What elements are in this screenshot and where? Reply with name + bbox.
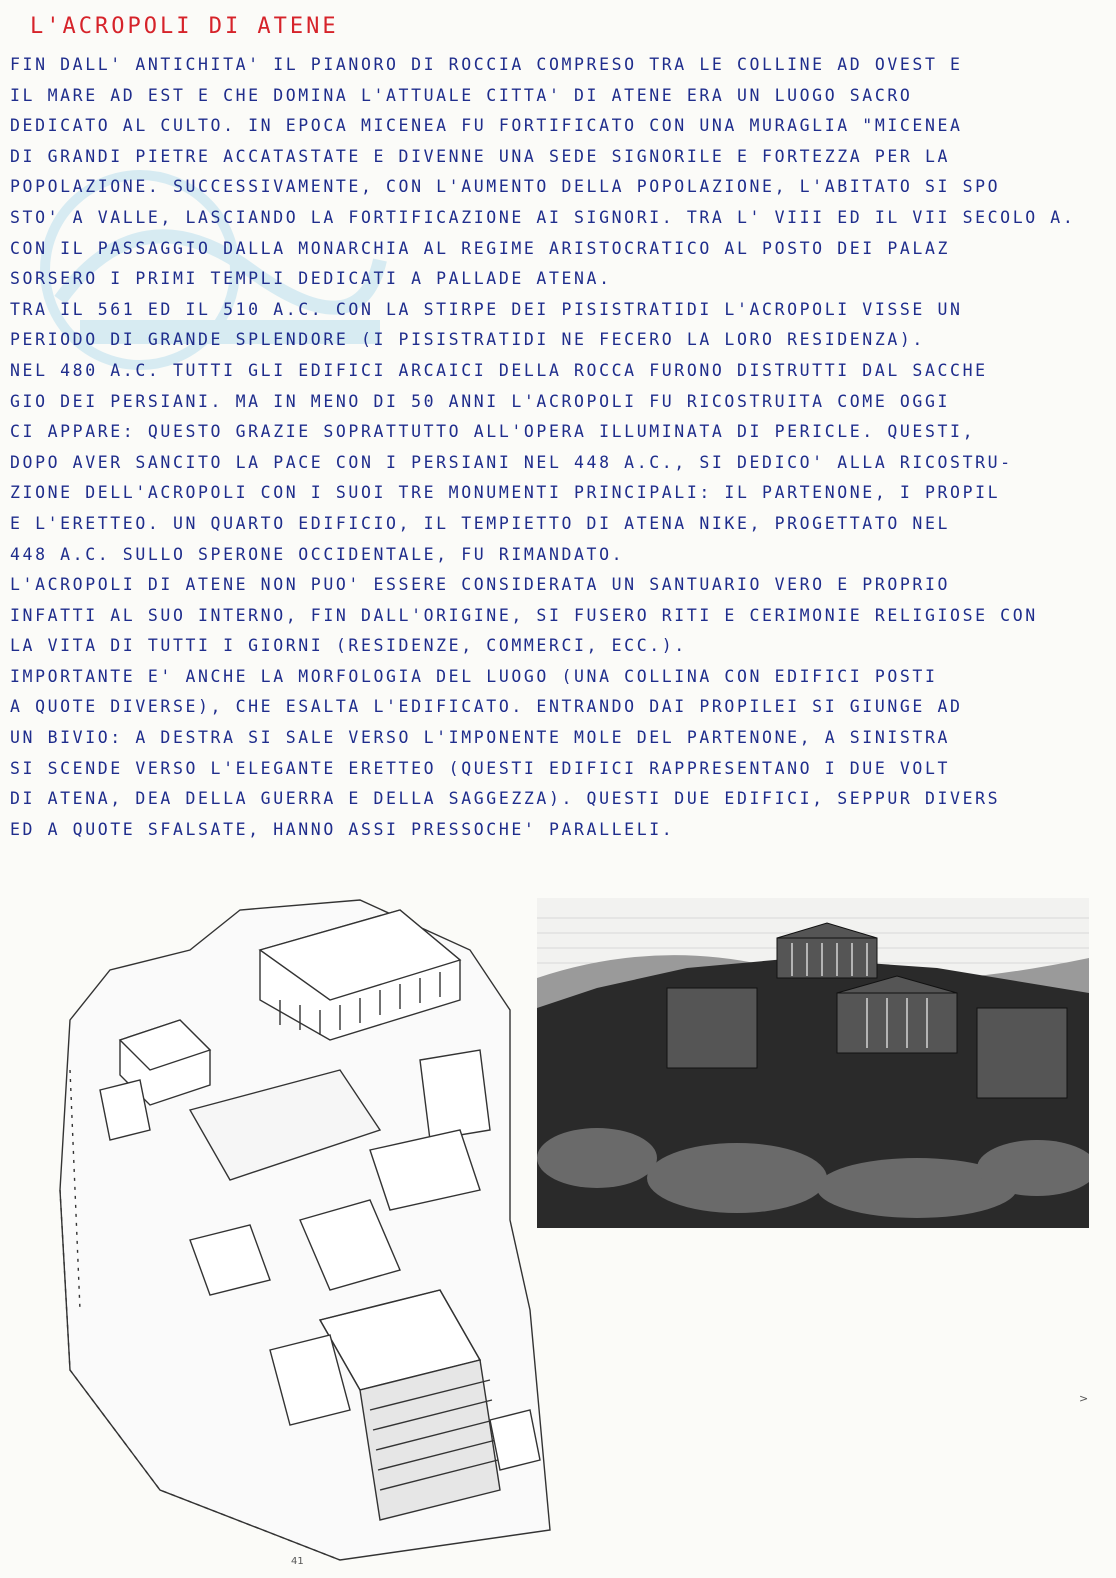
text-line: A QUOTE DIVERSE), CHE ESALTA L'EDIFICATO. ENTRANDO DAI PROPILEI SI GIUNGE AD (10, 697, 963, 717)
text-line: PERIODO DI GRANDE SPLENDORE (I PISISTRATIDI NE FECERO LA LORO RESIDENZA). (10, 330, 925, 350)
text-line: L'ACROPOLI DI ATENE NON PUO' ESSERE CONSIDERATA UN SANTUARIO VERO E PROPRIO (10, 575, 951, 595)
text-line: CI APPARE: QUESTO GRAZIE SOPRATTUTTO ALL'OPERA ILLUMINATA DI PERICLE. QUESTI, (10, 422, 976, 442)
text-line: IMPORTANTE E' ANCHE LA MORFOLOGIA DEL LUOGO (UNA COLLINA CON EDIFICI POSTI (10, 666, 938, 686)
text-line: POPOLAZIONE. SUCCESSIVAMENTE, CON L'AUMENTO DELLA POPOLAZIONE, L'ABITATO SI SPO (10, 177, 1001, 197)
text-line: TRA IL 561 ED IL 510 A.C. CON LA STIRPE DEI PISISTRATIDI L'ACROPOLI VISSE UN (10, 299, 963, 319)
text-line: ED A QUOTE SFALSATE, HANNO ASSI PRESSOCHE' PARALLELI. (10, 819, 675, 839)
acropolis-plan-drawing (40, 890, 560, 1570)
body-text (10, 50, 1106, 845)
page-title: L'ACROPOLI DI ATENE (30, 14, 339, 39)
text-line: SORSERO I PRIMI TEMPLI DEDICATI A PALLADE ATENA. (10, 269, 612, 289)
text-line: DOPO AVER SANCITO LA PACE CON I PERSIANI NEL 448 A.C., SI DEDICO' ALLA RICOSTRU- (10, 452, 1013, 472)
text-line: SI SCENDE VERSO L'ELEGANTE ERETTEO (QUESTI EDIFICI RAPPRESENTANO I DUE VOLT (10, 758, 951, 778)
page-mark: > (1079, 1392, 1089, 1405)
text-line: E L'ERETTEO. UN QUARTO EDIFICIO, IL TEMPIETTO DI ATENA NIKE, PROGETTATO NEL (10, 513, 951, 533)
text-line: LA VITA DI TUTTI I GIORNI (RESIDENZE, COMMERCI, ECC.). (10, 636, 687, 656)
text-line: INFATTI AL SUO INTERNO, FIN DALL'ORIGINE, SI FUSERO RITI E CERIMONIE RELIGIOSE CON (10, 605, 1038, 625)
text-line: IL MARE AD EST E CHE DOMINA L'ATTUALE CITTA' DI ATENE ERA UN LUOGO SACRO (10, 85, 913, 105)
text-line: UN BIVIO: A DESTRA SI SALE VERSO L'IMPONENTE MOLE DEL PARTENONE, A SINISTRA (10, 728, 951, 748)
text-line: ZIONE DELL'ACROPOLI CON I SUOI TRE MONUMENTI PRINCIPALI: IL PARTENONE, I PROPIL (10, 483, 1001, 503)
text-line: DI ATENA, DEA DELLA GUERRA E DELLA SAGGEZZA). QUESTI DUE EDIFICI, SEPPUR DIVERS (10, 789, 1001, 809)
text-line: 448 A.C. SULLO SPERONE OCCIDENTALE, FU RIMANDATO. (10, 544, 625, 564)
text-line: DEDICATO AL CULTO. IN EPOCA MICENEA FU FORTIFICATO CON UNA MURAGLIA "MICENEA (10, 116, 963, 136)
text-line: NEL 480 A.C. TUTTI GLI EDIFICI ARCAICI DELLA ROCCA FURONO DISTRUTTI DAL SACCHE (10, 360, 988, 380)
text-line: GIO DEI PERSIANI. MA IN MENO DI 50 ANNI L'ACROPOLI FU RICOSTRUITA COME OGGI (10, 391, 951, 411)
text-line: FIN DALL' ANTICHITA' IL PIANORO DI ROCCIA COMPRESO TRA LE COLLINE AD OVEST E (10, 55, 963, 74)
page-number: 41 (291, 1556, 304, 1567)
text-line: STO' A VALLE, LASCIANDO LA FORTIFICAZIONE AI SIGNORI. TRA L' VIII ED IL VII SECOLO A. (10, 207, 1076, 227)
acropolis-engraving (537, 898, 1089, 1228)
text-line: CON IL PASSAGGIO DALLA MONARCHIA AL REGIME ARISTOCRATICO AL POSTO DEI PALAZ (10, 238, 951, 258)
text-line: DI GRANDI PIETRE ACCATASTATE E DIVENNE UNA SEDE SIGNORILE E FORTEZZA PER LA (10, 146, 951, 166)
